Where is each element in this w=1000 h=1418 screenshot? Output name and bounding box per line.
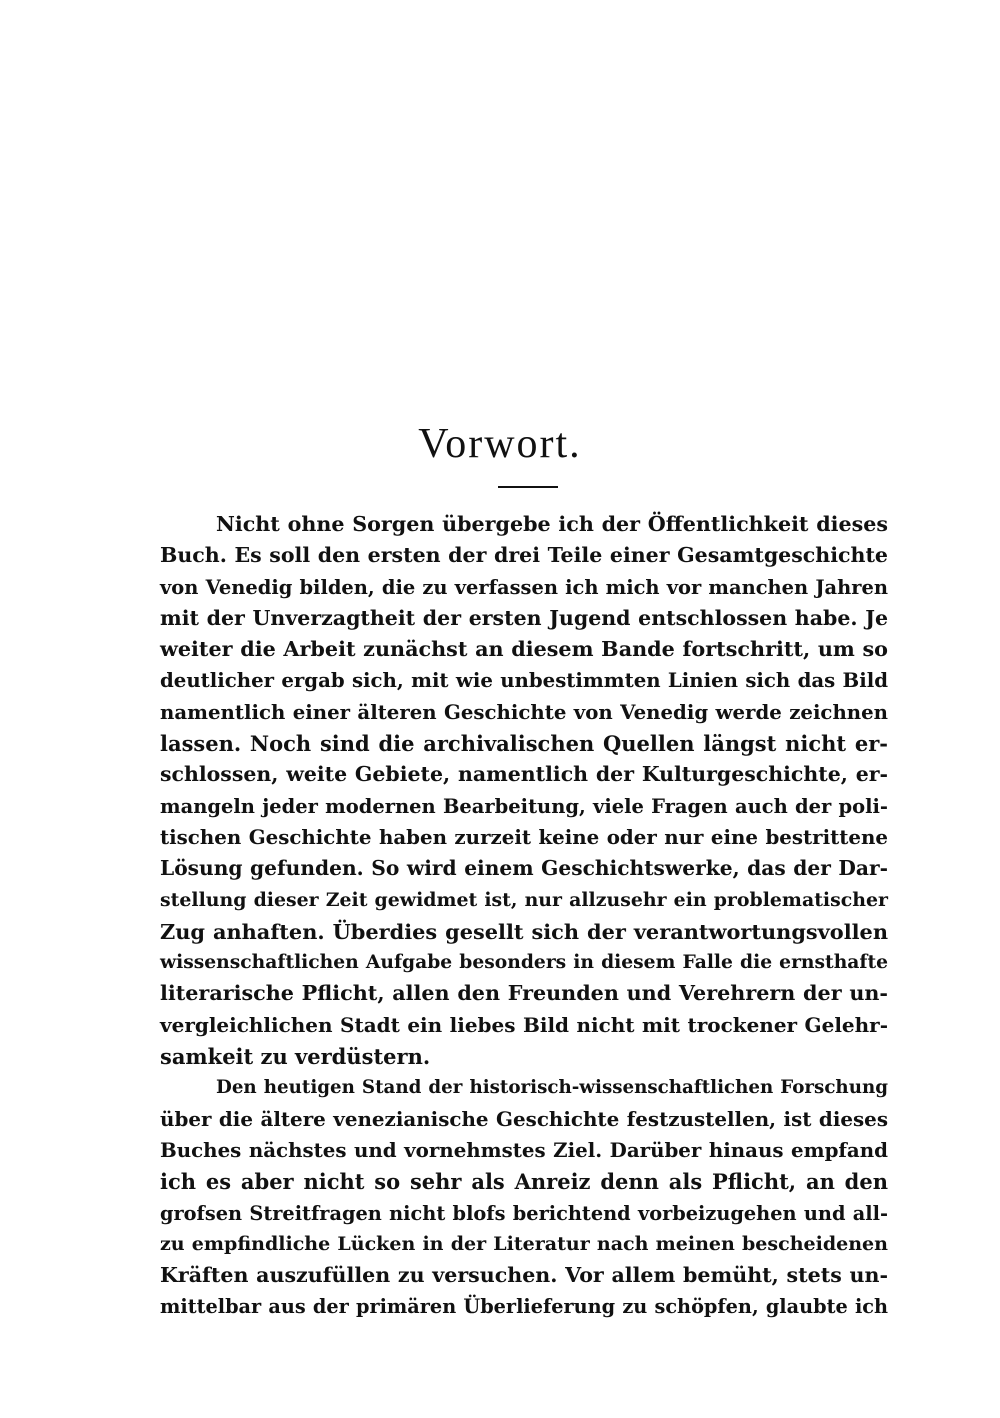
text-line: Buch. Es soll den ersten der drei Teile einer Gesamtgeschichte [160, 543, 888, 568]
text-line: Den heutigen Stand der historisch-wissenschaftlichen Forschung [216, 1077, 888, 1099]
page-title: Vorwort. [418, 421, 582, 467]
text-line: namentlich einer älteren Geschichte von Venedig werde zeichnen [160, 699, 888, 724]
text-line: mittelbar aus der primären Überlieferung zu schöpfen, glaubte ich [160, 1295, 888, 1319]
text-line: ich es aber nicht so sehr als Anreiz denn als Pflicht, an den [160, 1169, 888, 1195]
text-line: tischen Geschichte haben zurzeit keine oder nur eine bestrittene [160, 824, 888, 849]
text-line: grofsen Streitfragen nicht blofs berichtend vorbeizugehen und all- [160, 1201, 888, 1225]
text-line: Nicht ohne Sorgen übergebe ich der Öffentlichkeit dieses [216, 512, 888, 536]
text-line: weiter die Arbeit zunächst an diesem Bande fortschritt, um so [160, 637, 888, 662]
text-line: mit der Unverzagtheit der ersten Jugend entschlossen habe. Je [160, 605, 888, 630]
text-line: lassen. Noch sind die archivalischen Quellen längst nicht er- [160, 731, 888, 757]
text-line: Kräften auszufüllen zu versuchen. Vor allem bemüht, stets un- [160, 1263, 888, 1288]
text-line: Lösung gefunden. So wird einem Geschichtswerke, das der Dar- [160, 856, 888, 881]
text-line: von Venedig bilden, die zu verfassen ich mich vor manchen Jahren [160, 575, 888, 599]
body-text [160, 509, 888, 1323]
text-line: Buches nächstes und vornehmstes Ziel. Darüber hinaus empfand [160, 1137, 888, 1162]
text-line: über die ältere venezianische Geschichte festzustellen, ist dieses [160, 1106, 888, 1131]
text-line: deutlicher ergab sich, mit wie unbestimmten Linien sich das Bild [160, 668, 888, 693]
text-line: Zug anhaften. Überdies gesellt sich der verantwortungsvollen [160, 918, 888, 944]
title-divider [498, 486, 558, 488]
text-line: schlossen, weite Gebiete, namentlich der Kulturgeschichte, er- [160, 762, 888, 787]
text-line: stellung dieser Zeit gewidmet ist, nur allzusehr ein problematischer [160, 888, 888, 911]
text-line: mangeln jeder modernen Bearbeitung, viele Fragen auch der poli- [160, 794, 888, 818]
text-line: wissenschaftlichen Aufgabe besonders in diesem Falle die ernsthafte [160, 951, 888, 974]
text-line: vergleichlichen Stadt ein liebes Bild nicht mit trockener Gelehr- [160, 1012, 888, 1037]
text-line: zu empfindliche Lücken in der Literatur nach meinen bescheidenen [160, 1232, 888, 1255]
text-line: literarische Pflicht, allen den Freunden und Verehrern der un- [160, 981, 888, 1006]
text-line: samkeit zu verdüstern. [160, 1044, 431, 1070]
